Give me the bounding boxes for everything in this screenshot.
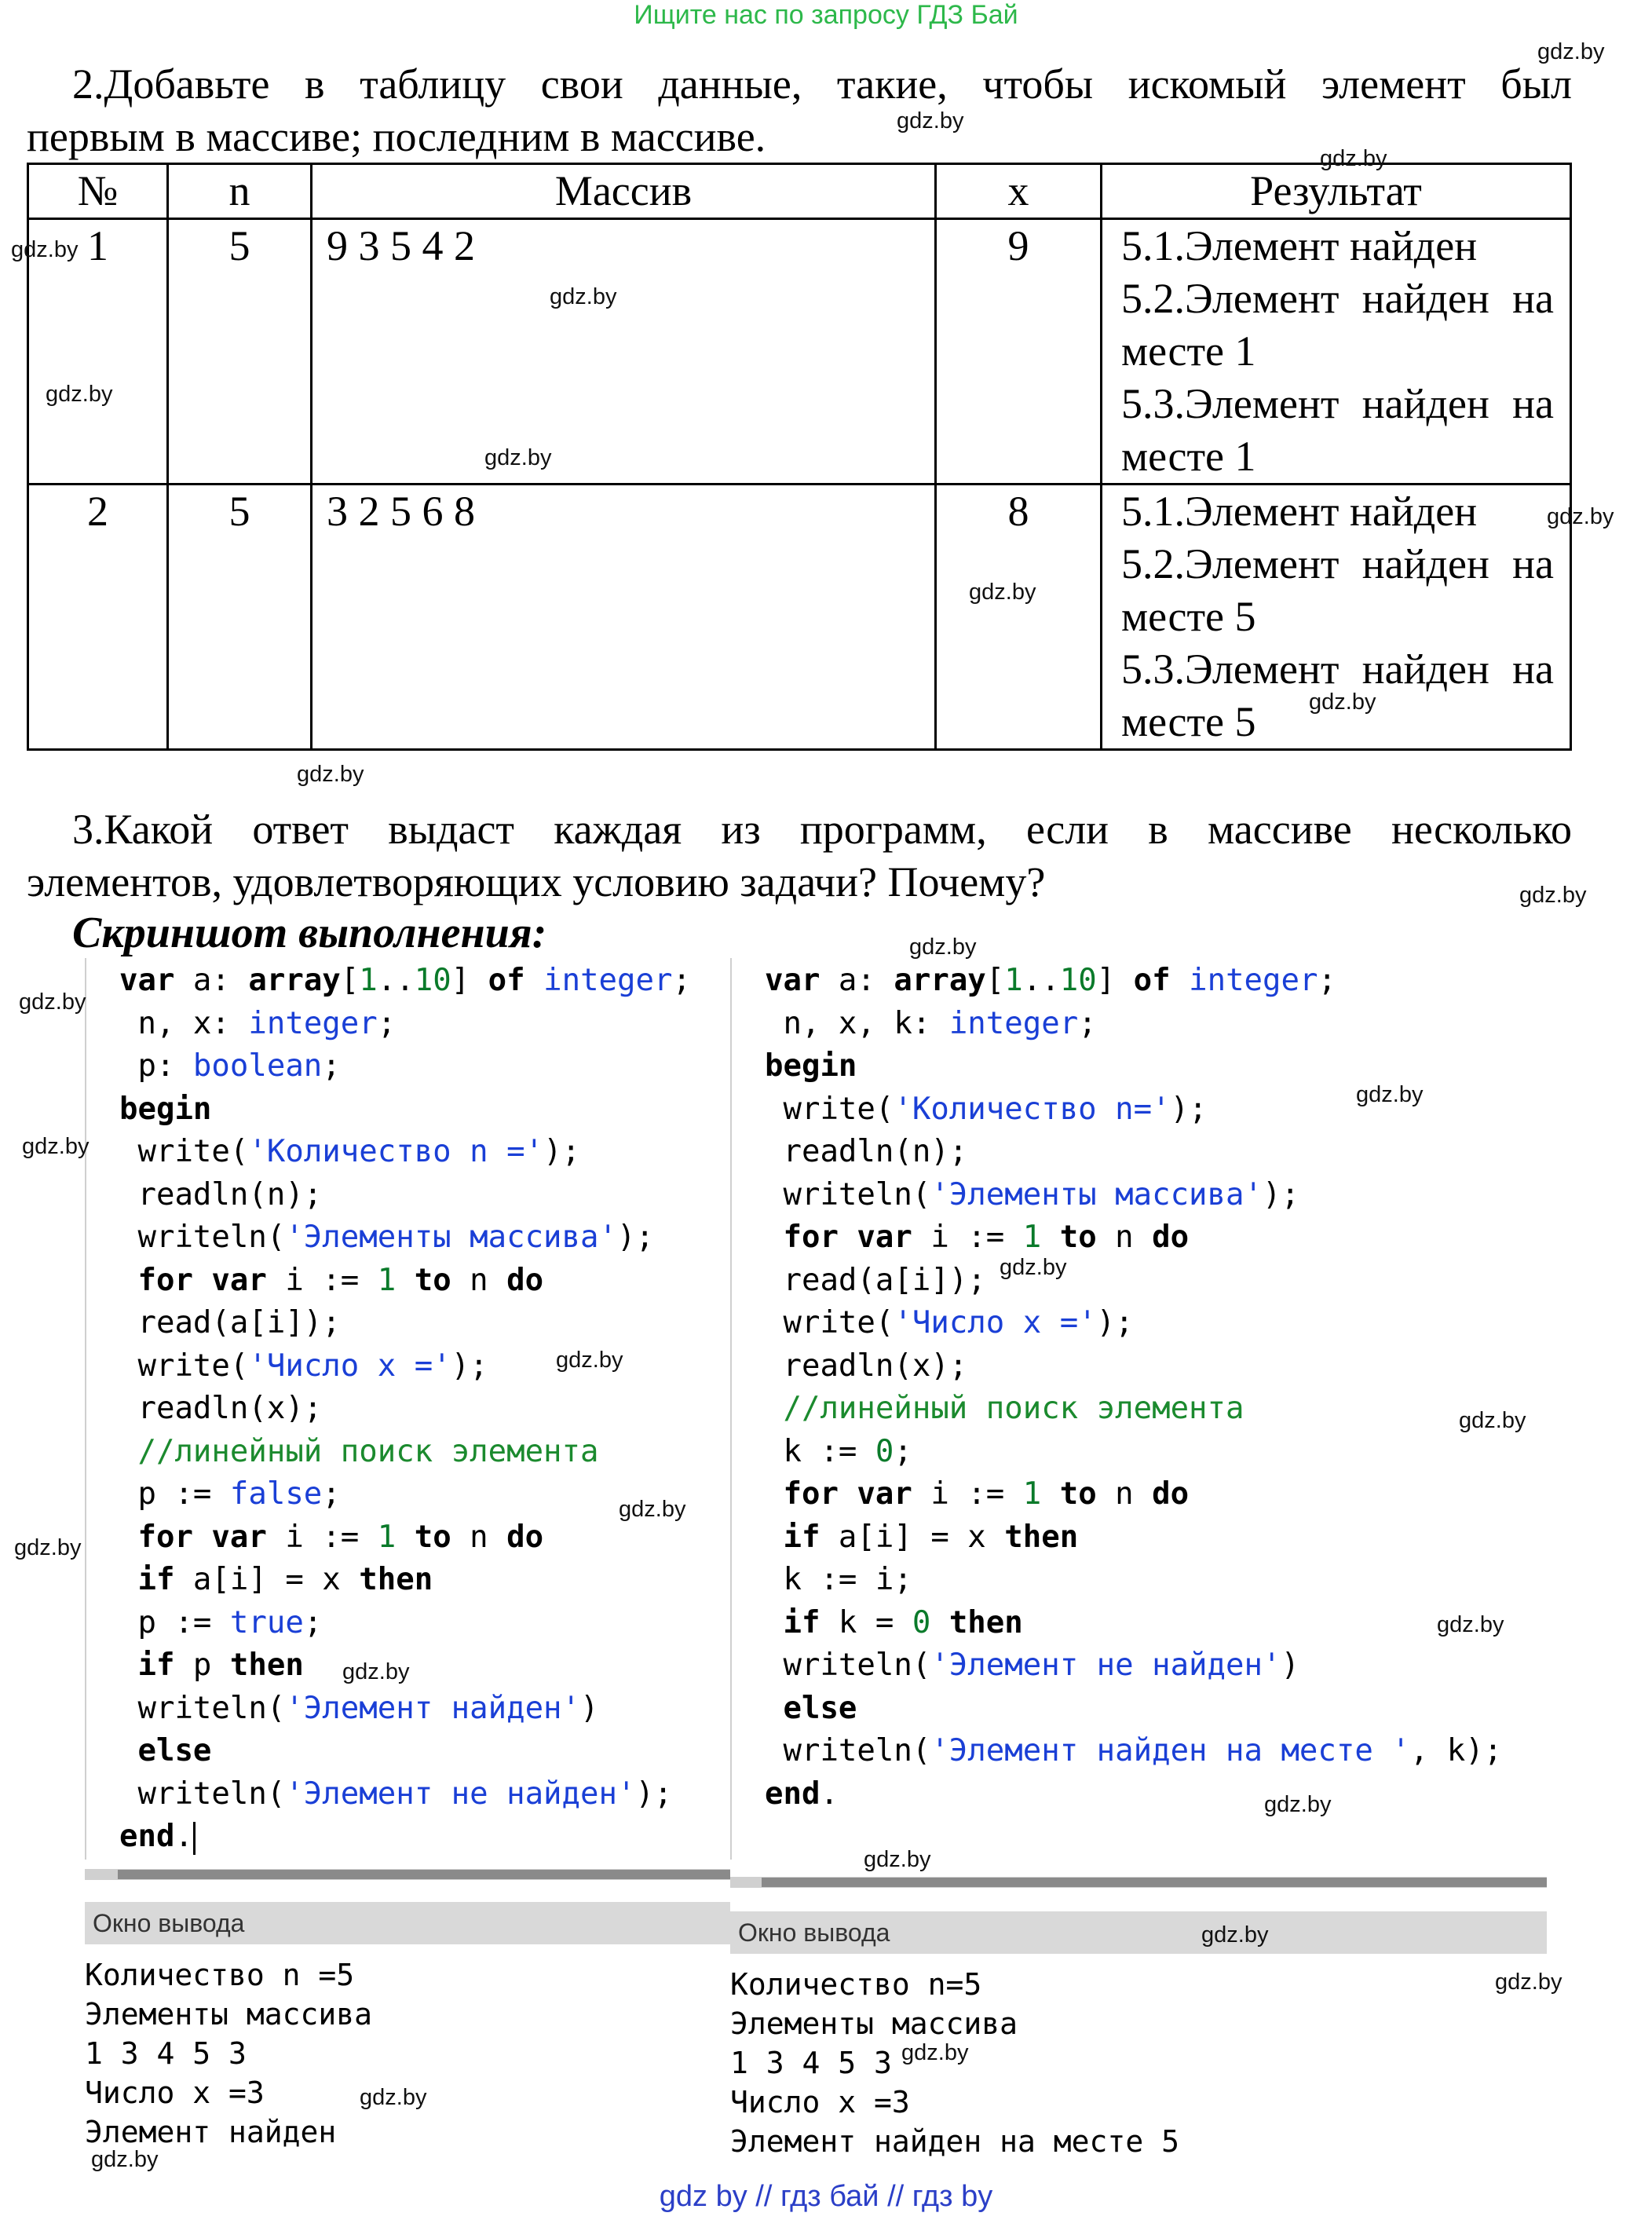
task3-line2: элементов, удовлетворяющих условию задачи? Почему? — [27, 858, 1046, 905]
watermark: gdz.by — [1495, 1969, 1562, 1995]
watermark: gdz.by — [484, 445, 552, 470]
header-x: x — [936, 164, 1102, 219]
cell-n: 5 — [168, 219, 312, 485]
cell-array: 9 3 5 4 2 — [312, 219, 936, 485]
cell-num: 1 — [28, 219, 168, 485]
cell-result — [1102, 219, 1571, 485]
watermark: gdz.by — [1356, 1082, 1424, 1107]
bottom-banner-link[interactable]: gdz by // гдз бай // гдз by — [659, 2180, 993, 2213]
top-banner-link[interactable]: Ищите нас по запросу ГДЗ Бай — [634, 0, 1018, 30]
watermark: gdz.by — [297, 762, 364, 787]
table-header-row — [28, 164, 1571, 219]
watermark: gdz.by — [556, 1348, 623, 1373]
watermark: gdz.by — [1264, 1792, 1332, 1817]
watermark: gdz.by — [342, 1659, 410, 1684]
watermark: gdz.by — [1320, 146, 1387, 171]
right-code-editor[interactable] — [730, 958, 1548, 1860]
right-code-text: var a: array[1..10] of integer; n, x, k: integer; begin write('Количество n='); readln(n); writeln('Элементы массива'); for var i := 1 to n do read(a[i]); write('Число x ='); readln(x); //линейный поиск элемента k := 0; for var i := 1 to n do if a[i] = x then k := i; if k = 0 then writeln('Элемент не найден') else writeln('Элемент найден на месте ', k); end. — [765, 963, 1503, 1812]
left-output-text: Количество n =5 Элементы массива 1 3 4 5 3 Число x =3 Элемент найден — [85, 1958, 373, 2149]
result-line: месте 1 — [1121, 327, 1256, 375]
watermark: gdz.by — [897, 108, 964, 133]
right-output-text: Количество n=5 Элементы массива 1 3 4 5 3 Число x =3 Элемент найден на месте 5 — [730, 1967, 1179, 2159]
result-line: 5.3.Элемент найден на — [1121, 380, 1554, 427]
left-scrollbar-thumb[interactable] — [118, 1870, 730, 1879]
result-line: месте 1 — [1121, 433, 1256, 480]
result-line: 5.3.Элемент найден на — [1121, 646, 1554, 693]
watermark: gdz.by — [1547, 504, 1614, 529]
cell-x: 8 — [936, 485, 1102, 750]
watermark: gdz.by — [969, 580, 1036, 605]
watermark: gdz.by — [46, 382, 113, 407]
text-caret — [193, 1822, 196, 1855]
watermark: gdz.by — [909, 934, 977, 960]
header-result: Результат — [1102, 164, 1571, 219]
task3-line1: 3.Какой ответ выдаст каждая из программ, если в массиве несколько — [72, 806, 1572, 853]
watermark: gdz.by — [22, 1134, 90, 1159]
watermark: gdz.by — [1459, 1408, 1526, 1433]
watermark: gdz.by — [1437, 1612, 1504, 1637]
watermark: gdz.by — [1000, 1255, 1067, 1280]
watermark: gdz.by — [619, 1497, 686, 1522]
watermark: gdz.by — [1309, 689, 1376, 715]
left-output-window-title: Окно вывода — [85, 1902, 730, 1944]
cell-num: 2 — [28, 485, 168, 750]
watermark: gdz.by — [901, 2040, 969, 2065]
watermark: gdz.by — [550, 284, 617, 309]
watermark: gdz.by — [14, 1535, 82, 1560]
header-n: n — [168, 164, 312, 219]
cell-n: 5 — [168, 485, 312, 750]
result-line: 5.1.Элемент найден — [1121, 222, 1478, 269]
task2-line2: первым в массиве; последним в массиве. — [27, 113, 766, 160]
watermark: gdz.by — [864, 1847, 931, 1872]
watermark: gdz.by — [91, 2147, 159, 2172]
screenshot-heading: Скриншот выполнения: — [72, 909, 547, 957]
table-row — [28, 219, 1571, 485]
left-code-text: var a: array[1..10] of integer; n, x: integer; p: boolean; begin write('Количество n ='); readln(n); writeln('Элементы массива'); for var i := 1 to n do read(a[i]); write('Число x ='); readln(x); //линейный поиск элемента p := false; for var i := 1 to n do if a[i] = x then p := true; if p then writeln('Элемент найден') else writeln('Элемент не найден'); end. — [119, 963, 691, 1854]
task2-line1: 2.Добавьте в таблицу свои данные, такие, чтобы искомый элемент был — [72, 60, 1572, 108]
result-line: 5.2.Элемент найден на — [1121, 275, 1554, 322]
right-scrollbar-thumb[interactable] — [762, 1878, 1547, 1887]
cell-x: 9 — [936, 219, 1102, 485]
watermark: gdz.by — [1201, 1922, 1269, 1948]
left-code-editor[interactable] — [85, 958, 732, 1860]
result-line: месте 5 — [1121, 698, 1256, 745]
watermark: gdz.by — [360, 2085, 427, 2110]
watermark: gdz.by — [1537, 39, 1605, 64]
result-line: месте 5 — [1121, 593, 1256, 640]
right-output-window-title: Окно вывода — [730, 1911, 1547, 1954]
result-line: 5.2.Элемент найден на — [1121, 540, 1554, 587]
watermark: gdz.by — [1519, 883, 1587, 908]
header-num: № — [28, 164, 168, 219]
watermark: gdz.by — [19, 989, 86, 1015]
cell-array: 3 2 5 6 8 — [312, 485, 936, 750]
header-array: Массив — [312, 164, 936, 219]
result-line: 5.1.Элемент найден — [1121, 488, 1478, 535]
results-table — [27, 163, 1572, 751]
watermark: gdz.by — [11, 237, 79, 262]
